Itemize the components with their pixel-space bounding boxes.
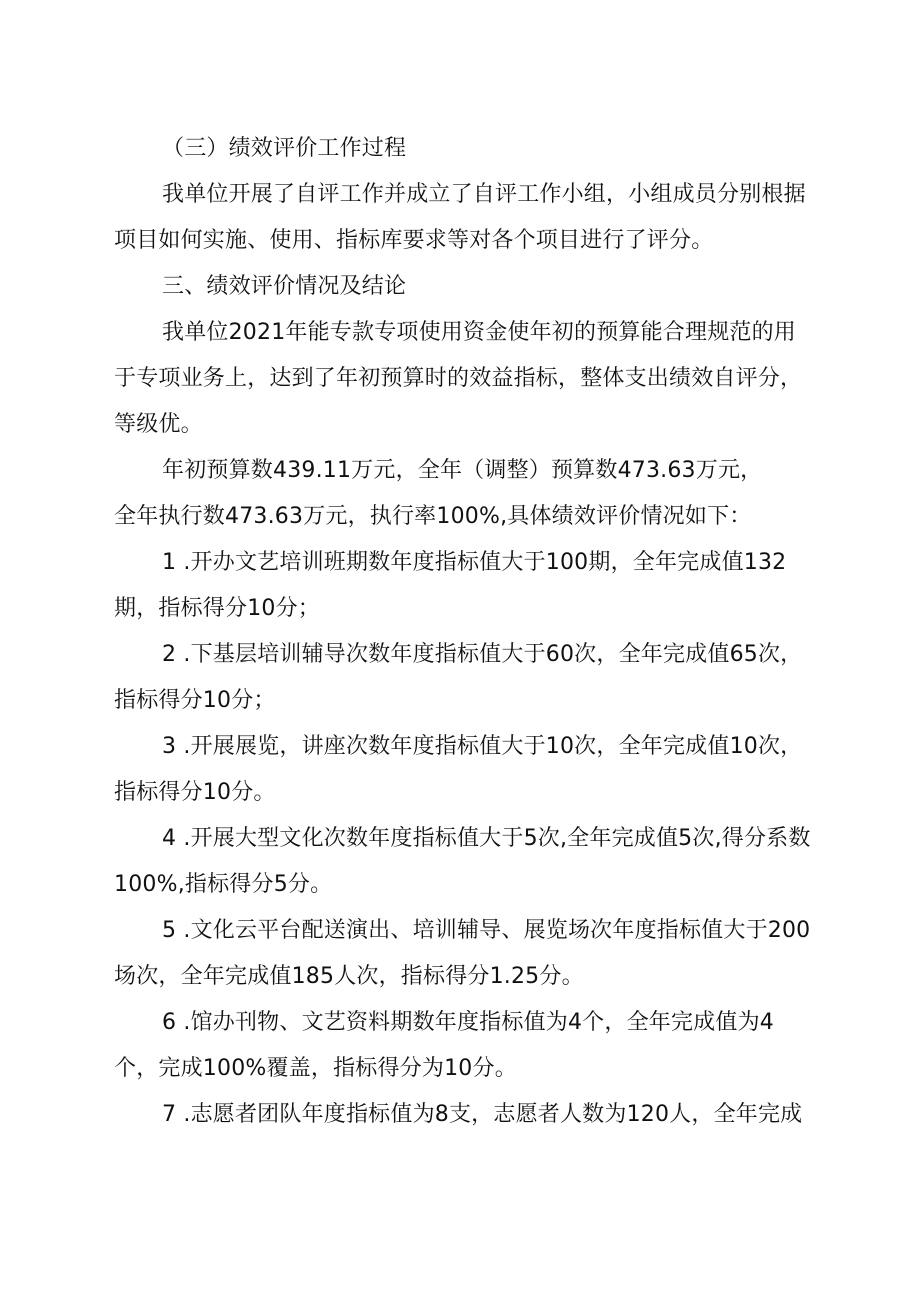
list-item: 3 .开展展览，讲座次数年度指标值大于10次，全年完成值10次，指标得分10分。 bbox=[114, 734, 803, 805]
section-heading-3: （三）绩效评价工作过程 bbox=[162, 136, 407, 161]
list-item: 2 .下基层培训辅导次数年度指标值大于60次，全年完成值65次，指标得分10分； bbox=[114, 642, 803, 713]
list-item: 5 .文化云平台配送演出、培训辅导、展览场次年度指标值大于200场次，全年完成值185人次，指标得分1.25分。 bbox=[114, 918, 811, 989]
list-item: 6 .馆办刊物、文艺资料期数年度指标值为4个，全年完成值为4个，完成100%覆盖，指标得分为10分。 bbox=[114, 1010, 774, 1081]
paragraph-budget-line-1: 年初预算数439.11万元，全年（调整）预算数473.63万元， bbox=[162, 458, 763, 483]
paragraph-budget-line-2: 全年执行数473.63万元，执行率100%,具体绩效评价情况如下： bbox=[114, 504, 752, 529]
section-heading-part-3: 三、绩效评价情况及结论 bbox=[162, 274, 407, 299]
list-item: 7 .志愿者团队年度指标值为8支，志愿者人数为120人，全年完成 bbox=[162, 1102, 803, 1127]
list-item: 1 .开办文艺培训班期数年度指标值大于100期，全年完成值132期，指标得分10分； bbox=[114, 550, 787, 621]
paragraph-conclusion: 我单位2021年能专款专项使用资金使年初的预算能合理规范的用于专项业务上，达到了年初预算时的效益指标，整体支出绩效自评分，等级优。 bbox=[114, 320, 803, 437]
paragraph-self-evaluation: 我单位开展了自评工作并成立了自评工作小组，小组成员分别根据项目如何实施、使用、指标库要求等对各个项目进行了评分。 bbox=[114, 182, 806, 253]
list-item: 4 .开展大型文化次数年度指标值大于5次,全年完成值5次,得分系数100%,指标得分5分。 bbox=[114, 826, 811, 897]
document-body bbox=[114, 126, 814, 1138]
